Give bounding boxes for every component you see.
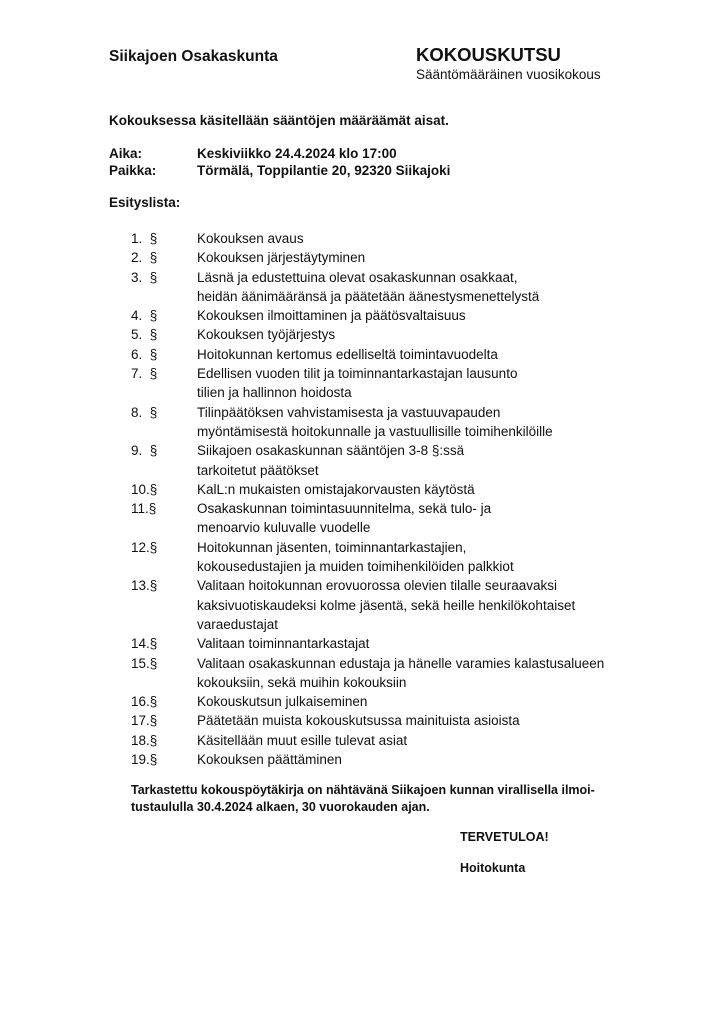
agenda-item-line: Käsitellään muut esille tulevat asiat [197, 732, 408, 748]
agenda-item-line: Päätetään muista kokouskutsussa mainituista asioista [197, 713, 520, 729]
agenda-item-line: kokouksiin, sekä muihin kokouksiin [197, 674, 407, 690]
agenda-item-line: menoarvio kuluvalle vuodelle [197, 520, 371, 536]
agenda-item-number: 2. § [131, 250, 158, 266]
agenda-item-number: 14.§ [131, 636, 158, 652]
agenda-item [131, 441, 671, 480]
agenda-item-text [197, 711, 671, 730]
agenda-item-text [197, 248, 671, 267]
agenda-item-line: Hoitokunnan jäsenten, toiminnantarkastajien, [197, 539, 467, 555]
agenda-item-number: 6. § [131, 346, 158, 362]
agenda-item-number: 10.§ [131, 481, 158, 497]
agenda-item [131, 480, 671, 499]
agenda-item-line: Tilinpäätöksen vahvistamisesta ja vastuuvapauden [197, 404, 501, 420]
agenda-item-number: 16.§ [131, 694, 158, 710]
agenda-item [131, 750, 671, 769]
agenda-item-text [197, 480, 671, 499]
agenda-list [131, 229, 671, 769]
agenda-item-text [197, 306, 671, 325]
agenda-item [131, 692, 671, 711]
agenda-item-line: Hoitokunnan kertomus edelliseltä toimintavuodelta [197, 346, 498, 362]
agenda-item-text [197, 692, 671, 711]
agenda-item-line: tilien ja hallinnon hoidosta [197, 385, 352, 401]
agenda-item [131, 345, 671, 364]
agenda-item-text [197, 403, 671, 442]
agenda-item-text [197, 441, 671, 480]
agenda-item-text [197, 325, 671, 344]
agenda-item [131, 306, 671, 325]
agenda-item-number: 8. § [131, 404, 158, 420]
agenda-item-number: 19.§ [131, 752, 158, 768]
agenda-item [131, 654, 671, 693]
agenda-item-line: KalL:n mukaisten omistajakorvausten käytöstä [197, 481, 475, 497]
time-label: Aika: [109, 146, 143, 161]
agenda-item-number: 15.§ [131, 655, 158, 671]
intro-text: Kokouksessa käsitellään sääntöjen määräämät aisat. [109, 113, 449, 128]
welcome-text: TERVETULOA! [460, 830, 549, 844]
agenda-item [131, 364, 671, 403]
footer-note [131, 782, 595, 815]
place-value: Törmälä, Toppilantie 20, 92320 Siikajoki [197, 163, 451, 178]
agenda-item-number: 18.§ [131, 732, 158, 748]
document-subtitle: Sääntömääräinen vuosikokous [416, 67, 601, 82]
agenda-item-line: Kokouksen avaus [197, 231, 304, 246]
agenda-item [131, 731, 671, 750]
agenda-item-number: 12.§ [131, 539, 158, 555]
agenda-item-line: Kokouksen työjärjestys [197, 327, 336, 343]
agenda-item-number: 5. § [131, 327, 158, 343]
place-label: Paikka: [109, 163, 157, 178]
agenda-item [131, 248, 671, 267]
agenda-item-line: Kokouksen päättäminen [197, 752, 342, 768]
agenda-item-text [197, 364, 671, 403]
agenda-item-text [197, 750, 671, 769]
agenda-item-number: 13.§ [131, 578, 158, 594]
agenda-item-line: Kokouksen ilmoittaminen ja päätösvaltaisuus [197, 308, 466, 324]
agenda-item-text [197, 345, 671, 364]
document-title: KOKOUSKUTSU [416, 44, 561, 65]
agenda-item-number: 7. § [131, 366, 158, 382]
signer: Hoitokunta [460, 861, 526, 875]
agenda-title: Esityslista: [109, 195, 181, 210]
agenda-item-text [197, 499, 671, 538]
agenda-item-line: heidän äänimääränsä ja päätetään äänestysmenettelystä [197, 288, 540, 304]
agenda-item-line: Valitaan toiminnantarkastajat [197, 636, 370, 652]
agenda-item-line: Edellisen vuoden tilit ja toiminnantarkastajan lausunto [197, 366, 518, 382]
footer-note-line: Tarkastettu kokouspöytäkirja on nähtävänä Siikajoen kunnan virallisella ilmoi- [131, 783, 595, 797]
agenda-item-line: kokousedustajien ja muiden toimihenkilöiden palkkiot [197, 559, 514, 575]
agenda-item-text [197, 268, 671, 307]
agenda-item-text [197, 634, 671, 653]
agenda-item [131, 576, 671, 634]
agenda-item-line: myöntämisestä hoitokunnalle ja vastuullisille toimihenkilöille [197, 423, 553, 439]
agenda-item [131, 325, 671, 344]
agenda-item-line: Osakaskunnan toimintasuunnitelma, sekä tulo- ja [197, 501, 492, 517]
agenda-item-line: Läsnä ja edustettuina olevat osakaskunnan osakkaat, [197, 269, 518, 285]
agenda-item-text [197, 576, 671, 634]
agenda-item-line: Kokouksen järjestäytyminen [197, 250, 366, 266]
agenda-item-text [197, 654, 671, 693]
organization-name: Siikajoen Osakaskunta [109, 48, 278, 65]
agenda-item-line: Valitaan hoitokunnan erovuorossa olevien tilalle seuraavaksi [197, 578, 557, 594]
agenda-item [131, 711, 671, 730]
footer-note-line: tustaululla 30.4.2024 alkaen, 30 vuorokauden ajan. [131, 799, 430, 814]
agenda-item [131, 499, 671, 538]
agenda-item-text [197, 538, 671, 577]
agenda-item-number: 4. § [131, 308, 158, 324]
agenda-item-number: 1. § [131, 231, 158, 246]
agenda-item [131, 634, 671, 653]
agenda-item-line: tarkoitetut päätökset [197, 462, 319, 478]
agenda-item-number: 17.§ [131, 713, 158, 729]
agenda-item-number: 9. § [131, 443, 158, 459]
agenda-item-line: Valitaan osakaskunnan edustaja ja hänelle varamies kalastusalueen [197, 655, 605, 671]
agenda-item-line: Siikajoen osakaskunnan sääntöjen 3-8 §:ssä [197, 443, 465, 459]
agenda-item-text [197, 229, 671, 248]
time-value: Keskiviikko 24.4.2024 klo 17:00 [197, 146, 397, 161]
agenda-item [131, 268, 671, 307]
agenda-item-number: 11.§ [131, 501, 157, 517]
agenda-item-number: 3. § [131, 269, 158, 285]
agenda-item [131, 229, 671, 248]
agenda-item-line: varaedustajat [197, 616, 279, 632]
agenda-item-text [197, 731, 671, 750]
agenda-item [131, 538, 671, 577]
agenda-item-line: Kokouskutsun julkaiseminen [197, 694, 368, 710]
agenda-item [131, 403, 671, 442]
agenda-item-line: kaksivuotiskaudeksi kolme jäsentä, sekä heille henkilökohtaiset [197, 597, 576, 613]
